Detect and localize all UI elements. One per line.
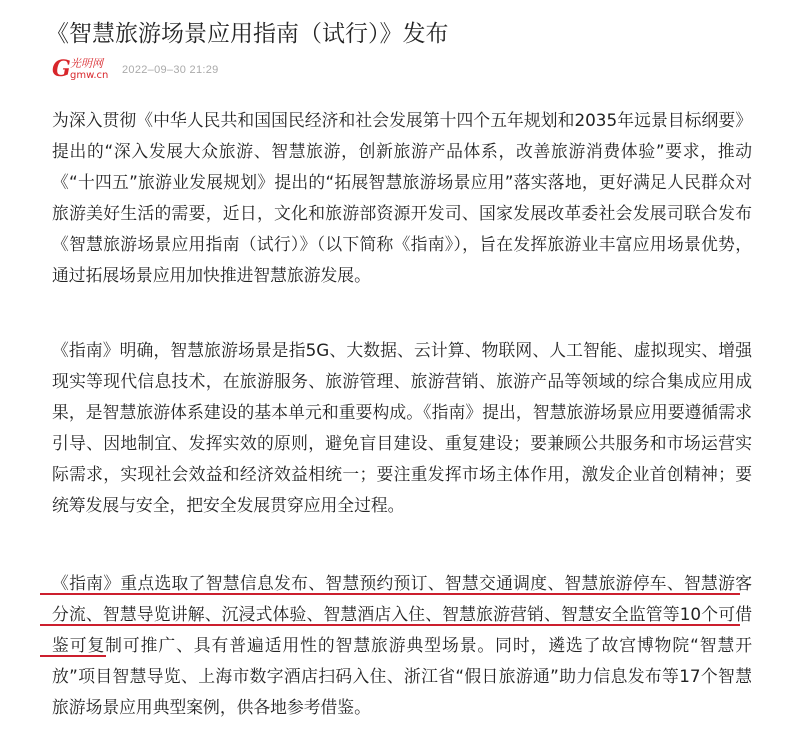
paragraph-1: 为深入贯彻《中华人民共和国国民经济和社会发展第十四个五年规划和2035年远景目标纲要》提出的“深入发展大众旅游、智慧旅游，创新旅游产品体系，改善旅游消费体验”要求，推动《“十四五”旅游业发展规划》提出的“拓展智慧旅游场景应用”落实落地，更好满足人民群众对旅游美好生活的需要，近日，文化和旅游部资源开发司、国家发展改革委社会发展司联合发布《智慧旅游场景应用指南（试行）》（以下简称《指南》），旨在发挥旅游业丰富应用场景优势，通过拓展场景应用加快推进智慧旅游发展。 xyxy=(52,110,752,285)
article-meta xyxy=(52,58,219,82)
paragraph-2: 《指南》明确，智慧旅游场景是指5G、大数据、云计算、物联网、人工智能、虚拟现实、增强现实等现代信息技术，在旅游服务、旅游管理、旅游营销、旅游产品等领域的综合集成应用成果，是智慧旅游体系建设的基本单元和重要构成。《指南》提出，智慧旅游场景应用要遵循需求引导、因地制宜、发挥实效的原则，避免盲目建设、重复建设；要兼顾公共服务和市场运营实际需求，实现社会效益和经济效益相统一；要注重发挥市场主体作用，激发企业首创精神；要统筹发展与安全，把安全发展贯穿应用全过程。 xyxy=(52,340,752,515)
logo-name: 光明网 xyxy=(70,57,103,70)
logo-domain: gmw.cn xyxy=(70,70,109,81)
gmw-logo-icon[interactable] xyxy=(52,58,112,82)
paragraph-3: 《指南》重点选取了智慧信息发布、智慧预约预订、智慧交通调度、智慧旅游停车、智慧游客分流、智慧导览讲解、沉浸式体验、智慧酒店入住、智慧旅游营销、智慧安全监管等10个可借鉴可复制可推广、具有普遍适用性的智慧旅游典型场景。同时，遴选了故宫博物院“智慧开放”项目智慧导览、上海市数字酒店扫码入住、浙江省“假日旅游通”助力信息发布等17个智慧旅游场景应用典型案例，供各地参考借鉴。 xyxy=(52,573,752,717)
logo-mark: G xyxy=(52,56,71,82)
article-title: 《智慧旅游场景应用指南（试行）》发布 xyxy=(46,21,449,47)
publish-timestamp: 2022–09–30 21:29 xyxy=(122,64,219,76)
